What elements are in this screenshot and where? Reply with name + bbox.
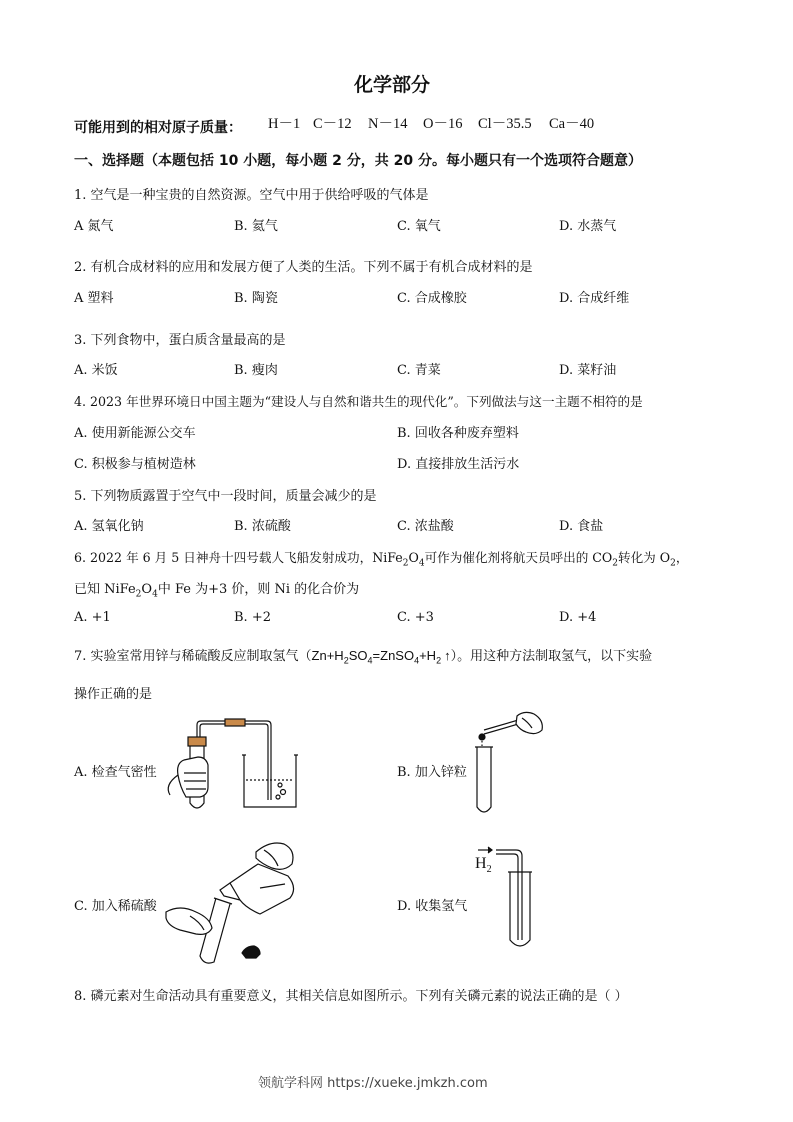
section-heading: 一、选择题（本题包括 10 小题，每小题 2 分，共 20 分。每小题只有一个选项符合题意） bbox=[74, 153, 642, 169]
q2-option-b: B. 陶瓷 bbox=[234, 291, 278, 306]
q4-option-a: A. 使用新能源公交车 bbox=[74, 426, 196, 441]
q1-option-b: B. 氦气 bbox=[234, 219, 278, 234]
q6-stem-line2 bbox=[74, 578, 359, 600]
q6-text-g: O bbox=[141, 582, 153, 597]
q5-option-d: D. 食盐 bbox=[559, 519, 604, 534]
q2-option-d: D. 合成纤维 bbox=[559, 291, 630, 306]
q2-option-a: A 塑料 bbox=[74, 291, 114, 306]
q6-sub: 2 bbox=[670, 558, 676, 569]
footer-watermark: 领航学科网 https://xueke.jmkzh.com bbox=[258, 1076, 488, 1091]
q4-option-d: D. 直接排放生活污水 bbox=[397, 457, 520, 472]
eq-sub: 2 bbox=[343, 655, 349, 666]
q7-stem-line2: 操作正确的是 bbox=[74, 687, 153, 702]
q2-stem: 2. 有机合成材料的应用和发展方便了人类的生活。下列不属于有机合成材料的是 bbox=[74, 260, 533, 275]
atomic-mass-label: 可能用到的相对原子质量： bbox=[74, 120, 242, 136]
q6-text-f: 已知 NiFe bbox=[74, 582, 136, 597]
eq-part: SO bbox=[348, 648, 368, 663]
q7-option-d: D. 收集氢气 bbox=[397, 899, 468, 914]
q5-option-b: B. 浓硫酸 bbox=[234, 519, 291, 534]
atomic-mass-o: O－16 bbox=[423, 116, 463, 132]
q6-text-c: 可作为催化剂将航天员呼出的 CO bbox=[424, 550, 613, 565]
h2-text: H bbox=[475, 855, 487, 872]
h2-label bbox=[475, 855, 492, 875]
eq-part: =ZnSO bbox=[372, 648, 415, 663]
q3-option-d: D. 菜籽油 bbox=[559, 363, 617, 378]
q1-option-d: D. 水蒸气 bbox=[559, 219, 617, 234]
q7-equation bbox=[311, 648, 451, 666]
q6-text-b: O bbox=[408, 550, 419, 565]
q1-option-a: A 氮气 bbox=[74, 219, 114, 234]
q6-stem-line1 bbox=[74, 547, 688, 569]
eq-sub: 4 bbox=[414, 655, 420, 666]
q7-stem-line1 bbox=[74, 645, 652, 666]
q4-option-c: C. 积极参与植树造林 bbox=[74, 457, 196, 472]
q3-stem: 3. 下列食物中，蛋白质含量最高的是 bbox=[74, 333, 286, 348]
atomic-mass-c: C－12 bbox=[313, 116, 352, 132]
atomic-mass-ca: Ca－40 bbox=[549, 116, 595, 132]
q3-option-c: C. 青菜 bbox=[397, 363, 441, 378]
q4-stem: 4. 2023 年世界环境日中国主题为“建设人与自然和谐共生的现代化”。下列做法与这一主题不相符的是 bbox=[74, 394, 643, 409]
q3-option-b: B. 瘦肉 bbox=[234, 363, 278, 378]
q6-sub: 2 bbox=[135, 589, 142, 600]
q6-sub: 4 bbox=[152, 589, 158, 600]
q6-option-d: D. +4 bbox=[559, 610, 597, 625]
atomic-mass-cl: Cl－35.5 bbox=[478, 116, 532, 132]
q7-option-a: A. 检查气密性 bbox=[74, 765, 157, 780]
page-title: 化学部分 bbox=[354, 74, 431, 96]
q6-text-a: 6. 2022 年 6 月 5 日神舟十四号载人飞船发射成功，NiFe bbox=[74, 550, 403, 565]
eq-sub: 2 bbox=[436, 655, 442, 666]
h2-sub: 2 bbox=[486, 864, 492, 876]
atomic-mass-n: N－14 bbox=[368, 116, 408, 132]
q5-option-a: A. 氢氧化钠 bbox=[74, 519, 144, 534]
q5-option-c: C. 浓盐酸 bbox=[397, 519, 454, 534]
q6-sub: 4 bbox=[418, 558, 425, 569]
eq-arrow: ↑ bbox=[444, 648, 451, 663]
figure-c-add-acid bbox=[160, 838, 310, 968]
q6-option-a: A. +1 bbox=[74, 610, 111, 625]
q6-option-b: B. +2 bbox=[234, 610, 271, 625]
q7-text-b: ）。用这种方法制取氢气，以下实验 bbox=[450, 649, 653, 664]
q7-option-c: C. 加入稀硫酸 bbox=[74, 899, 157, 914]
figure-b-add-zinc bbox=[462, 712, 552, 822]
q6-sub: 2 bbox=[402, 558, 409, 569]
q6-option-c: C. +3 bbox=[397, 610, 434, 625]
q6-sub: 2 bbox=[612, 558, 618, 569]
figure-a-airtightness-check bbox=[170, 715, 320, 815]
eq-part: +H bbox=[419, 648, 437, 663]
q1-option-c: C. 氧气 bbox=[397, 219, 441, 234]
eq-sub: 4 bbox=[367, 655, 373, 666]
q3-option-a: A. 米饭 bbox=[74, 363, 118, 378]
q2-option-c: C. 合成橡胶 bbox=[397, 291, 467, 306]
q6-text-d: 转化为 O bbox=[617, 550, 671, 565]
eq-part: Zn+H bbox=[311, 648, 344, 663]
q1-stem: 1. 空气是一种宝贵的自然资源。空气中用于供给呼吸的气体是 bbox=[74, 188, 429, 203]
q4-option-b: B. 回收各种废弃塑料 bbox=[397, 426, 519, 441]
atomic-mass-h: H－1 bbox=[268, 116, 301, 132]
q7-text-a: 7. 实验室常用锌与稀硫酸反应制取氢气（ bbox=[74, 649, 312, 664]
q5-stem: 5. 下列物质露置于空气中一段时间，质量会减少的是 bbox=[74, 489, 377, 504]
q7-option-b: B. 加入锌粒 bbox=[397, 765, 467, 780]
q6-text-h: 中 Fe 为+3 价，则 Ni 的化合价为 bbox=[157, 582, 360, 597]
q8-stem: 8. 磷元素对生命活动具有重要意义，其相关信息如图所示。下列有关磷元素的说法正确的是（ ） bbox=[74, 989, 628, 1004]
q6-text-e: ， bbox=[675, 550, 689, 565]
